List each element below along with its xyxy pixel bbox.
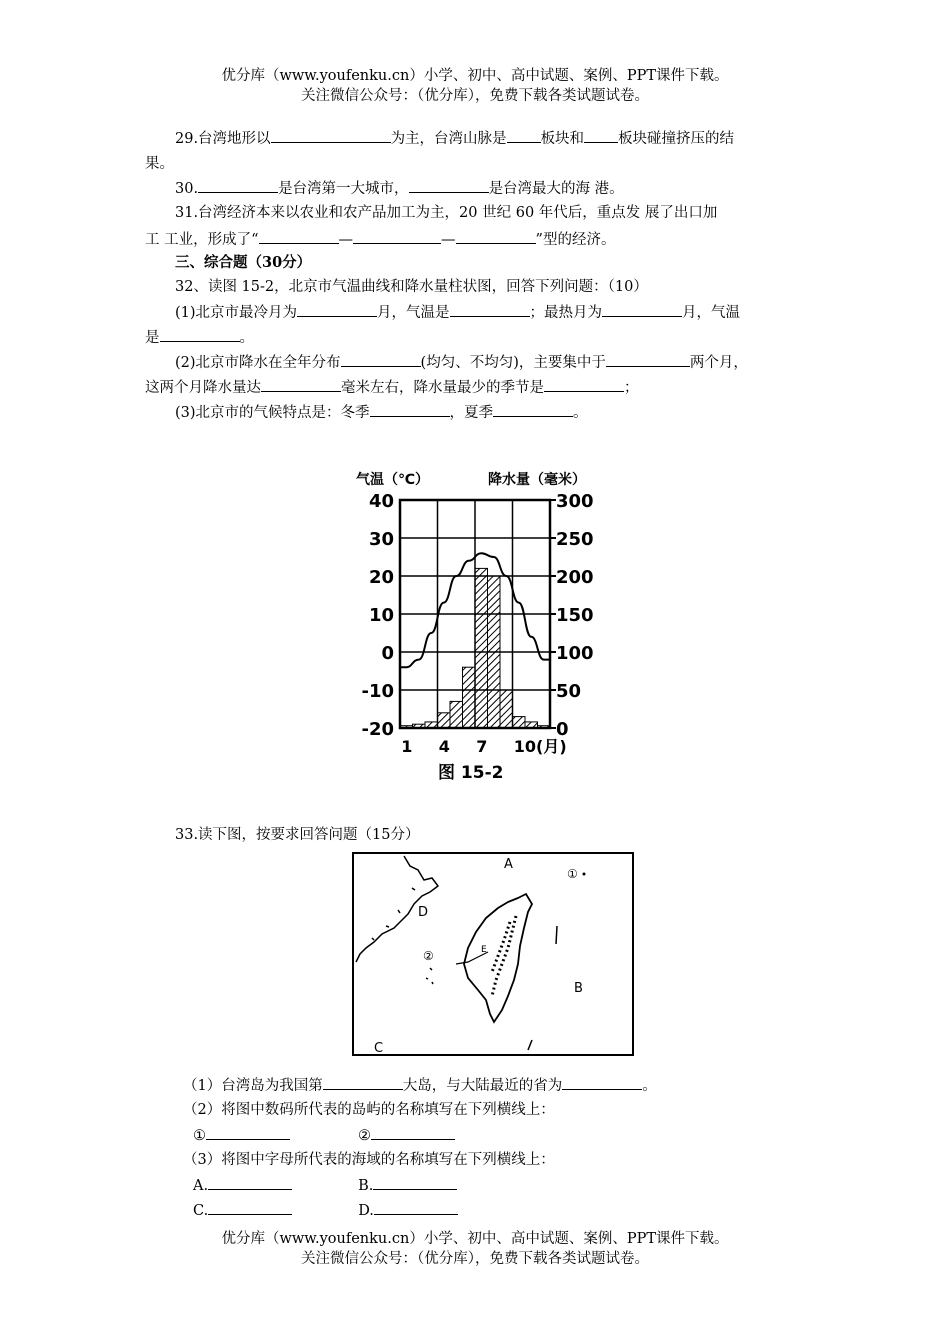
q31-text-1: 31.台湾经济本来以农业和农产品加工为主，20 世纪 60 年代后，重点发 展了出口加	[175, 205, 718, 221]
left-tick-label: 20	[368, 567, 394, 588]
precip-bar	[488, 576, 501, 728]
q31-text-5: ”型的经济。	[535, 232, 616, 248]
q32-s2-line-2	[145, 377, 639, 398]
q32-blank-summer[interactable]	[493, 402, 573, 417]
q29-text-3: 板块和	[540, 131, 585, 147]
q30-text-3: 是台湾最大的海 港。	[488, 181, 624, 197]
precip-bar	[425, 722, 438, 728]
q32-s1-text-d: 月，气温	[682, 305, 741, 321]
map-label-b: B	[574, 981, 583, 996]
precip-bar	[400, 726, 413, 728]
precip-bar	[438, 713, 451, 728]
q32-blank-coldest-month[interactable]	[297, 302, 377, 317]
q33-s1-line	[183, 1075, 657, 1096]
q33-opt-c-label: C.	[193, 1203, 209, 1219]
q32-s2-text-e: 毫米左右，降水量最少的季节是	[341, 380, 544, 396]
q32-blank-two-months[interactable]	[606, 352, 690, 367]
climate-chart	[338, 462, 618, 787]
q33-blank-sea-b[interactable]	[373, 1175, 457, 1190]
q33-s1-text-c: 。	[642, 1078, 657, 1094]
q31-text-3: —	[338, 232, 354, 248]
q30-line	[175, 178, 624, 199]
q31-text-2: 工 工业，形成了“	[145, 232, 259, 248]
right-tick-label: 0	[556, 719, 569, 740]
q29-text-2: 为主，台湾山脉是	[390, 131, 507, 147]
q30-text-2: 是台湾第一大城市，	[278, 181, 409, 197]
q32-s2-text-a: (2)北京市降水在全年分布	[175, 355, 341, 371]
chart-left-axis-label: 气温（℃）	[356, 472, 429, 488]
map-label-e: E	[481, 945, 487, 955]
q33-blank-sea-a[interactable]	[208, 1175, 292, 1190]
chart-bars	[400, 568, 550, 728]
q29-text-1: 29.台湾地形以	[175, 131, 271, 147]
section-3-heading: 三、综合题（30分）	[175, 254, 312, 271]
left-tick-label: -20	[361, 719, 394, 740]
right-tick-label: 100	[556, 643, 594, 664]
islet-1-dot	[583, 873, 586, 876]
header-line-1: 优分库（www.youfenku.cn）小学、初中、高中试题、案例、PPT课件下载。	[221, 68, 729, 84]
q32-s1-text-e: 是	[145, 330, 160, 346]
q32-blank-hottest-month[interactable]	[602, 302, 682, 317]
q33-s2-line: （2）将图中数码所代表的岛屿的名称填写在下列横线上：	[183, 1102, 555, 1118]
q29-line	[175, 128, 734, 149]
x-tick-label: 4	[438, 737, 450, 756]
q32-s3-text-b: ，夏季	[449, 405, 494, 421]
right-tick-label: 50	[556, 681, 582, 702]
precip-bar	[525, 722, 538, 728]
q32-s1-line-2	[145, 327, 254, 348]
q32-blank-distribution[interactable]	[341, 352, 421, 367]
q32-s1-text-f: 。	[239, 330, 254, 346]
chart-right-ticks	[550, 491, 594, 740]
chart-left-ticks	[361, 491, 394, 740]
q32-s1-text-b: 月，气温是	[377, 305, 450, 321]
footer-line-2: 关注微信公众号：（优分库），免费下载各类试题试卷。	[301, 1251, 649, 1267]
q33-s3-options-2	[193, 1200, 458, 1221]
q32-s1-text-c: ；最热月为	[529, 305, 603, 321]
q33-blank-island-2[interactable]	[371, 1125, 455, 1140]
q32-s2-line-1	[175, 352, 748, 373]
q32-blank-hot-temp[interactable]	[160, 327, 240, 342]
q32-s3-text-c: 。	[573, 405, 588, 421]
map-label-a: A	[504, 857, 513, 872]
chart-title: 图 15-2	[438, 763, 504, 783]
q31-blank-3[interactable]	[456, 229, 536, 244]
q32-blank-amount[interactable]	[261, 377, 341, 392]
q32-s2-text-b: (均匀、不均匀)，主要集中于	[420, 355, 606, 371]
q33-blank-sea-c[interactable]	[208, 1200, 292, 1215]
q30-blank-port[interactable]	[409, 178, 489, 193]
q32-s2-text-f: ；	[624, 380, 639, 396]
precip-bar	[413, 724, 426, 728]
q32-s2-text-c: 两个月，	[689, 355, 748, 371]
footer-line-1: 优分库（www.youfenku.cn）小学、初中、高中试题、案例、PPT课件下载。	[221, 1231, 729, 1247]
q33-s1-text-b: 大岛，与大陆最近的省为	[402, 1078, 563, 1094]
taiwan-map	[352, 852, 634, 1056]
q33-opt-1-label: ①	[193, 1128, 206, 1144]
q33-blank-sea-d[interactable]	[374, 1200, 458, 1215]
east-islet-1	[556, 926, 557, 944]
map-label-2: ②	[423, 949, 434, 963]
q33-blank-province[interactable]	[562, 1075, 642, 1090]
q31-line-1	[175, 203, 717, 223]
chart-x-ticks	[401, 737, 566, 756]
q33-blank-island-1[interactable]	[206, 1125, 290, 1140]
right-tick-label: 150	[556, 605, 594, 626]
left-tick-label: 40	[368, 491, 394, 512]
precip-bar	[450, 701, 463, 728]
q32-s3-line	[175, 402, 588, 423]
left-tick-label: -10	[361, 681, 394, 702]
q33-opt-b-label: B.	[358, 1178, 374, 1194]
q33-opt-d-label: D.	[358, 1203, 374, 1219]
q32-s1-line-1	[175, 302, 740, 323]
q29-text-5: 果。	[145, 156, 174, 172]
q31-line-2	[145, 229, 615, 250]
q31-blank-2[interactable]	[353, 229, 441, 244]
q30-blank-city[interactable]	[198, 178, 278, 193]
q33-s1-text-a: （1）台湾岛为我国第	[183, 1078, 323, 1094]
x-tick-label: 7	[476, 737, 488, 756]
q32-blank-season[interactable]	[544, 377, 624, 392]
precip-bar	[475, 568, 488, 728]
left-tick-label: 30	[368, 529, 394, 550]
q30-text-1: 30.	[175, 181, 199, 197]
map-label-c: C	[374, 1041, 384, 1056]
left-tick-label: 10	[368, 605, 394, 626]
q29-blank-terrain[interactable]	[271, 128, 391, 143]
q29-blank-plate-2[interactable]	[584, 128, 618, 143]
q33-opt-a-label: A.	[193, 1178, 209, 1194]
right-tick-label: 250	[556, 529, 594, 550]
left-tick-label: 0	[381, 643, 394, 664]
q31-blank-1[interactable]	[259, 229, 339, 244]
x-tick-label: 10(月)	[513, 737, 567, 756]
map-label-1: ①	[567, 867, 578, 881]
precip-bar	[500, 690, 513, 728]
q33-opt-2-label: ②	[358, 1128, 371, 1144]
q32-blank-winter[interactable]	[370, 402, 450, 417]
q29-blank-plate-1[interactable]	[507, 128, 541, 143]
header-line-2: 关注微信公众号：（优分库），免费下载各类试题试卷。	[301, 88, 649, 104]
q33-blank-rank[interactable]	[323, 1075, 403, 1090]
map-label-d: D	[418, 905, 429, 920]
q29-text-4: 板块碰撞挤压的结	[618, 131, 735, 147]
precip-bar	[463, 667, 476, 728]
q32-stem: 32、读图 15-2，北京市气温曲线和降水量柱状图，回答下列问题：（10）	[175, 279, 648, 295]
right-tick-label: 300	[556, 491, 594, 512]
q33-s3-options-1	[193, 1175, 457, 1196]
q32-s1-text-a: (1)北京市最冷月为	[175, 305, 298, 321]
precip-bar	[513, 717, 526, 728]
q29-line-2	[145, 154, 174, 174]
right-tick-label: 200	[556, 567, 594, 588]
q32-blank-cold-temp[interactable]	[450, 302, 530, 317]
q33-s2-options	[193, 1125, 455, 1146]
q33-s3-line: （3）将图中字母所代表的海域的名称填写在下列横线上：	[183, 1152, 555, 1168]
q31-text-4: —	[441, 232, 456, 248]
q33-stem: 33.读下图，按要求回答问题（15分）	[175, 827, 420, 843]
x-tick-label: 1	[401, 737, 413, 756]
q32-s3-text-a: (3)北京市的气候特点是：冬季	[175, 405, 370, 421]
q32-s2-text-d: 这两个月降水量达	[145, 380, 261, 396]
precip-bar	[538, 726, 551, 728]
chart-right-axis-label: 降水量（毫米）	[488, 472, 586, 488]
